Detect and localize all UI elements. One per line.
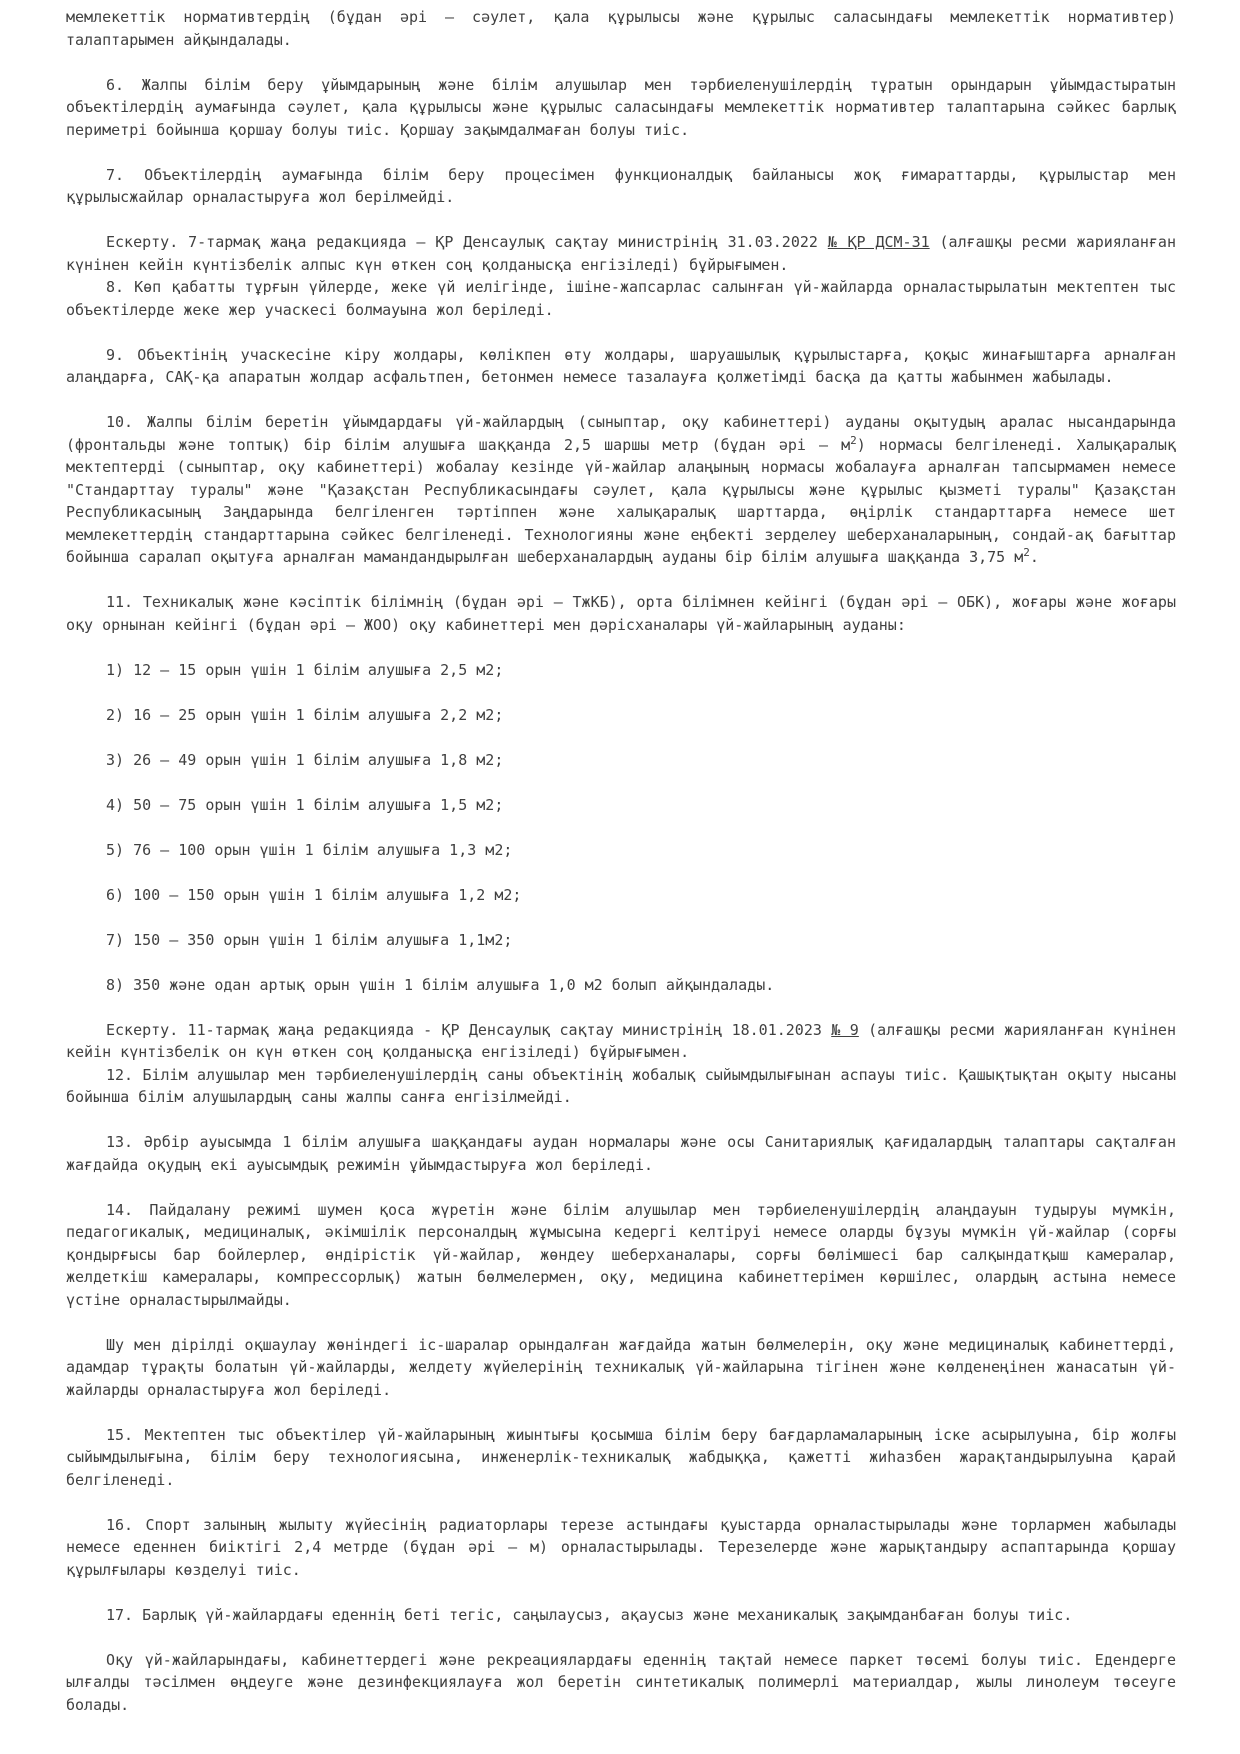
text-run: 16. Спорт залының жылыту жүйесінің радиаторлары терезе астындағы қуыстарда орналастырылады және торлармен жабылады немесе еденнен биіктігі 2,4 метрде (бұдан әрі – м) орналастырылады. Терезелерде және жарықтандыру аспаптарында қоршау құрылғылары көзделуі тиіс. [66,1515,1176,1579]
para-8 [66,276,1176,321]
text-run: 14. Пайдалану режимі шумен қоса жүретін және білім алушылар мен тәрбиеленушілердің алаңдауын тудыруы мүмкін, педагогикалық, медициналық, әкімшілік персоналдың жұмысына кедергі келтіруі немесе оларды бұзуы мүмкін үй-жайлар (сорғы қондырғысы бар бойлерлер, өндірістік үй-жайлар, жөндеу шеберханалары, сорғы бөлімшесі бар салқындатқыш камералар, желдеткіш камералары, компрессорлық) жатын бөлмелермен, оқу, медицина кабинеттерімен көршілес, олардың астына немесе үстіне орналастырылмайды. [66,1200,1176,1309]
text-run: Оқу үй-жайларындағы, кабинеттердегі және рекреациялардағы еденнің тақтай немесе паркет төсемі болуы тиіс. Едендерге ылғалды тәсілмен өңдеуге және дезинфекциялауға жол беретін синтетикалық полимерлі материалдар, жылы линолеум төсеуге болады. [66,1650,1176,1714]
text-run: 7) 150 – 350 орын үшін 1 білім алушыға 1,1м2; [106,930,513,949]
legal-reference-link[interactable]: № ҚР ДСМ-31 [827,233,930,251]
superscript: 2 [1023,546,1030,559]
text-run: Ескерту. 7-тармақ жаңа редакцияда – ҚР Денсаулық сақтау министрінің 31.03.2022 [106,233,828,251]
para-12 [66,1064,1176,1109]
text-run: 15. Мектептен тыс объектілер үй-жайларының жиынтығы қосымша білім беру бағдарламаларының іске асырылуына, бір жолғы сыйымдылығына, білім беру технологиясына, инженерлік-техникалық жабдыққа, қажетті жиһазбен жарақтандырылуына қарай белгіленеді. [66,1425,1176,1489]
text-run: 8) 350 және одан артық орын үшін 1 білім алушыға 1,0 м2 болып айқындалады. [106,975,775,994]
para-9 [66,344,1176,389]
para-7 [66,164,1176,209]
text-run: 17. Барлық үй-жайлардағы еденнің беті тегіс, саңылаусыз, ақаусыз және механикалық зақымданбаған болуы тиіс. [106,1605,1073,1624]
text-run: 6) 100 – 150 орын үшін 1 білім алушыға 1,2 м2; [106,885,522,904]
superscript: 2 [850,433,857,447]
para-15 [66,1424,1176,1492]
text-run: (алғашқы ресми жарияланған күнінен кейін күнтізбелік алпыс күн өткен соң қолданысқа енгізіледі) бұйрығымен. [66,233,1176,274]
list-item-6 [66,884,1176,907]
text-run: ) нормасы белгіленеді. Халықаралық мектептерді (сыныптар, оқу кабинеттері) жобалау кезінде үй-жайлар алаңының нормасы жобалауға арналған тапсырмамен немесе "Стандарттау туралы" және "Қазақстан Республикасындағы сәулет, қала құрылысы және құрылыс қызметі туралы" Қазақстан Республикасының Заңдарында белгіленген тәртіппен және халықаралық шарттарда, өңірлік стандарттарға немесе шет мемлекеттердің стандарттарына сәйкес белгіленеді. Технологияны және еңбекті зерделеу шеберханаларының, сондай-ақ бағыттар бойынша саралап оқытуға арналған мамандандырылған шеберханалардың ауданы бір білім алушыға шаққанда 3,75 м [66,435,1176,566]
text-run: Шу мен дірілді оқшаулау жөніндегі іс-шаралар орындалған жағдайда жатын бөлмелерін, оқу және медициналық кабинеттерді, адамдар тұрақты болатын үй-жайларды, желдету жүйелерінің техникалық үй-жайларына тігінен және көлденеңінен жанасатын үй-жайларды орналастыруға жол беріледі. [66,1335,1176,1399]
para-noise-isolation [66,1334,1176,1402]
list-item-7 [66,929,1176,952]
para-14 [66,1199,1176,1312]
text-run: мемлекеттік нормативтердің (бұдан әрі – сәулет, қала құрылысы және құрылыс саласындағы мемлекеттік нормативтер) талаптарымен айқындалады. [66,8,1176,49]
text-run: 12. Білім алушылар мен тәрбиеленушілердің саны объектінің жобалық сыйымдылығынан аспауы тиіс. Қашықтықтан оқыту нысаны бойынша білім алушылардың саны жалпы санға енгізілмейді. [66,1065,1176,1106]
text-run: 2) 16 – 25 орын үшін 1 білім алушыға 2,2 м2; [106,705,504,724]
list-item-1 [66,659,1176,682]
text-run: 11. Техникалық және кәсіптік білімнің (бұдан әрі – ТжКБ), орта білімнен кейінгі (бұдан әрі – ОБК), жоғары және жоғары оқу орнынан кейінгі (бұдан әрі – ЖОО) оқу кабинеттері мен дәрісханалары үй-жайларының ауданы: [66,593,1176,634]
para-16 [66,1514,1176,1582]
text-run: 1) 12 – 15 орын үшін 1 білім алушыға 2,5 м2; [106,660,504,679]
text-run: 13. Әрбір ауысымда 1 білім алушыға шаққандағы аудан нормалары және осы Санитариялық қағидалардың талаптары сақталған жағдайда оқудың екі ауысымдық режимін ұйымдастыруға жол беріледі. [66,1133,1176,1174]
text-run: 10. Жалпы білім беретін ұйымдардағы үй-жайлардың (сыныптар, оқу кабинеттері) ауданы оқытудың аралас нысандарында (фронтальды және топтық) бір білім алушыға шаққанда 2,5 шаршы метр (бұдан әрі – м [66,413,1176,454]
text-run: 3) 26 – 49 орын үшін 1 білім алушыға 1,8 м2; [106,750,504,769]
list-item-4 [66,794,1176,817]
para-11 [66,591,1176,636]
text-run: . [1029,548,1039,566]
list-item-2 [66,704,1176,727]
para-17 [66,1604,1176,1627]
text-run: (алғашқы ресми жарияланған күнінен кейін күнтізбелік он күн өткен соң қолданысқа енгізіледі) бұйрығымен. [66,1020,1176,1061]
legal-reference-link[interactable]: № 9 [831,1020,859,1039]
note-para-7 [66,231,1176,276]
list-item-8 [66,974,1176,997]
text-run: 4) 50 – 75 орын үшін 1 білім алушыға 1,5 м2; [106,795,504,814]
para-10 [66,411,1176,569]
text-run: 5) 76 – 100 орын үшін 1 білім алушыға 1,3 м2; [106,840,513,859]
list-item-5 [66,839,1176,862]
note-para-11 [66,1019,1176,1064]
text-run: 9. Объектінің учаскесіне кіру жолдары, көлікпен өту жолдары, шаруашылық құрылыстарға, қоқыс жинағыштарға арналған алаңдарға, САҚ-қа апаратын жолдар асфальтпен, бетонмен немесе тазалауға қолжетімді басқа да қатты жабынмен жабылады. [66,345,1176,386]
text-run: Ескерту. 11-тармақ жаңа редакцияда - ҚР Денсаулық сақтау министрінің 18.01.2023 [106,1020,832,1039]
para-13 [66,1131,1176,1176]
text-run: 7. Объектілердің аумағында білім беру процесімен функционалдық байланысы жоқ ғимараттарды, құрылыстар мен құрылысжайлар орналастыруға жол берілмейді. [66,165,1176,206]
para-6 [66,74,1176,142]
para-continuation [66,6,1176,51]
list-item-3 [66,749,1176,772]
text-run: 6. Жалпы білім беру ұйымдарының және білім алушылар мен тәрбиеленушілердің тұратын орындарын ұйымдастыратын объектілердің аумағында сәулет, қала құрылысы және құрылыс саласындағы мемлекеттік нормативтер талаптарына сәйкес барлық периметрі бойынша қоршау болуы тиіс. Қоршау зақымдалмаған болуы тиіс. [66,75,1176,139]
para-floors [66,1649,1176,1717]
text-run: 8. Көп қабатты тұрғын үйлерде, жеке үй иелігінде, ішіне-жапсарлас салынған үй-жайларда орналастырылатын мектептен тыс объектілерде жеке жер учаскесі болмауына жол беріледі. [66,278,1176,319]
